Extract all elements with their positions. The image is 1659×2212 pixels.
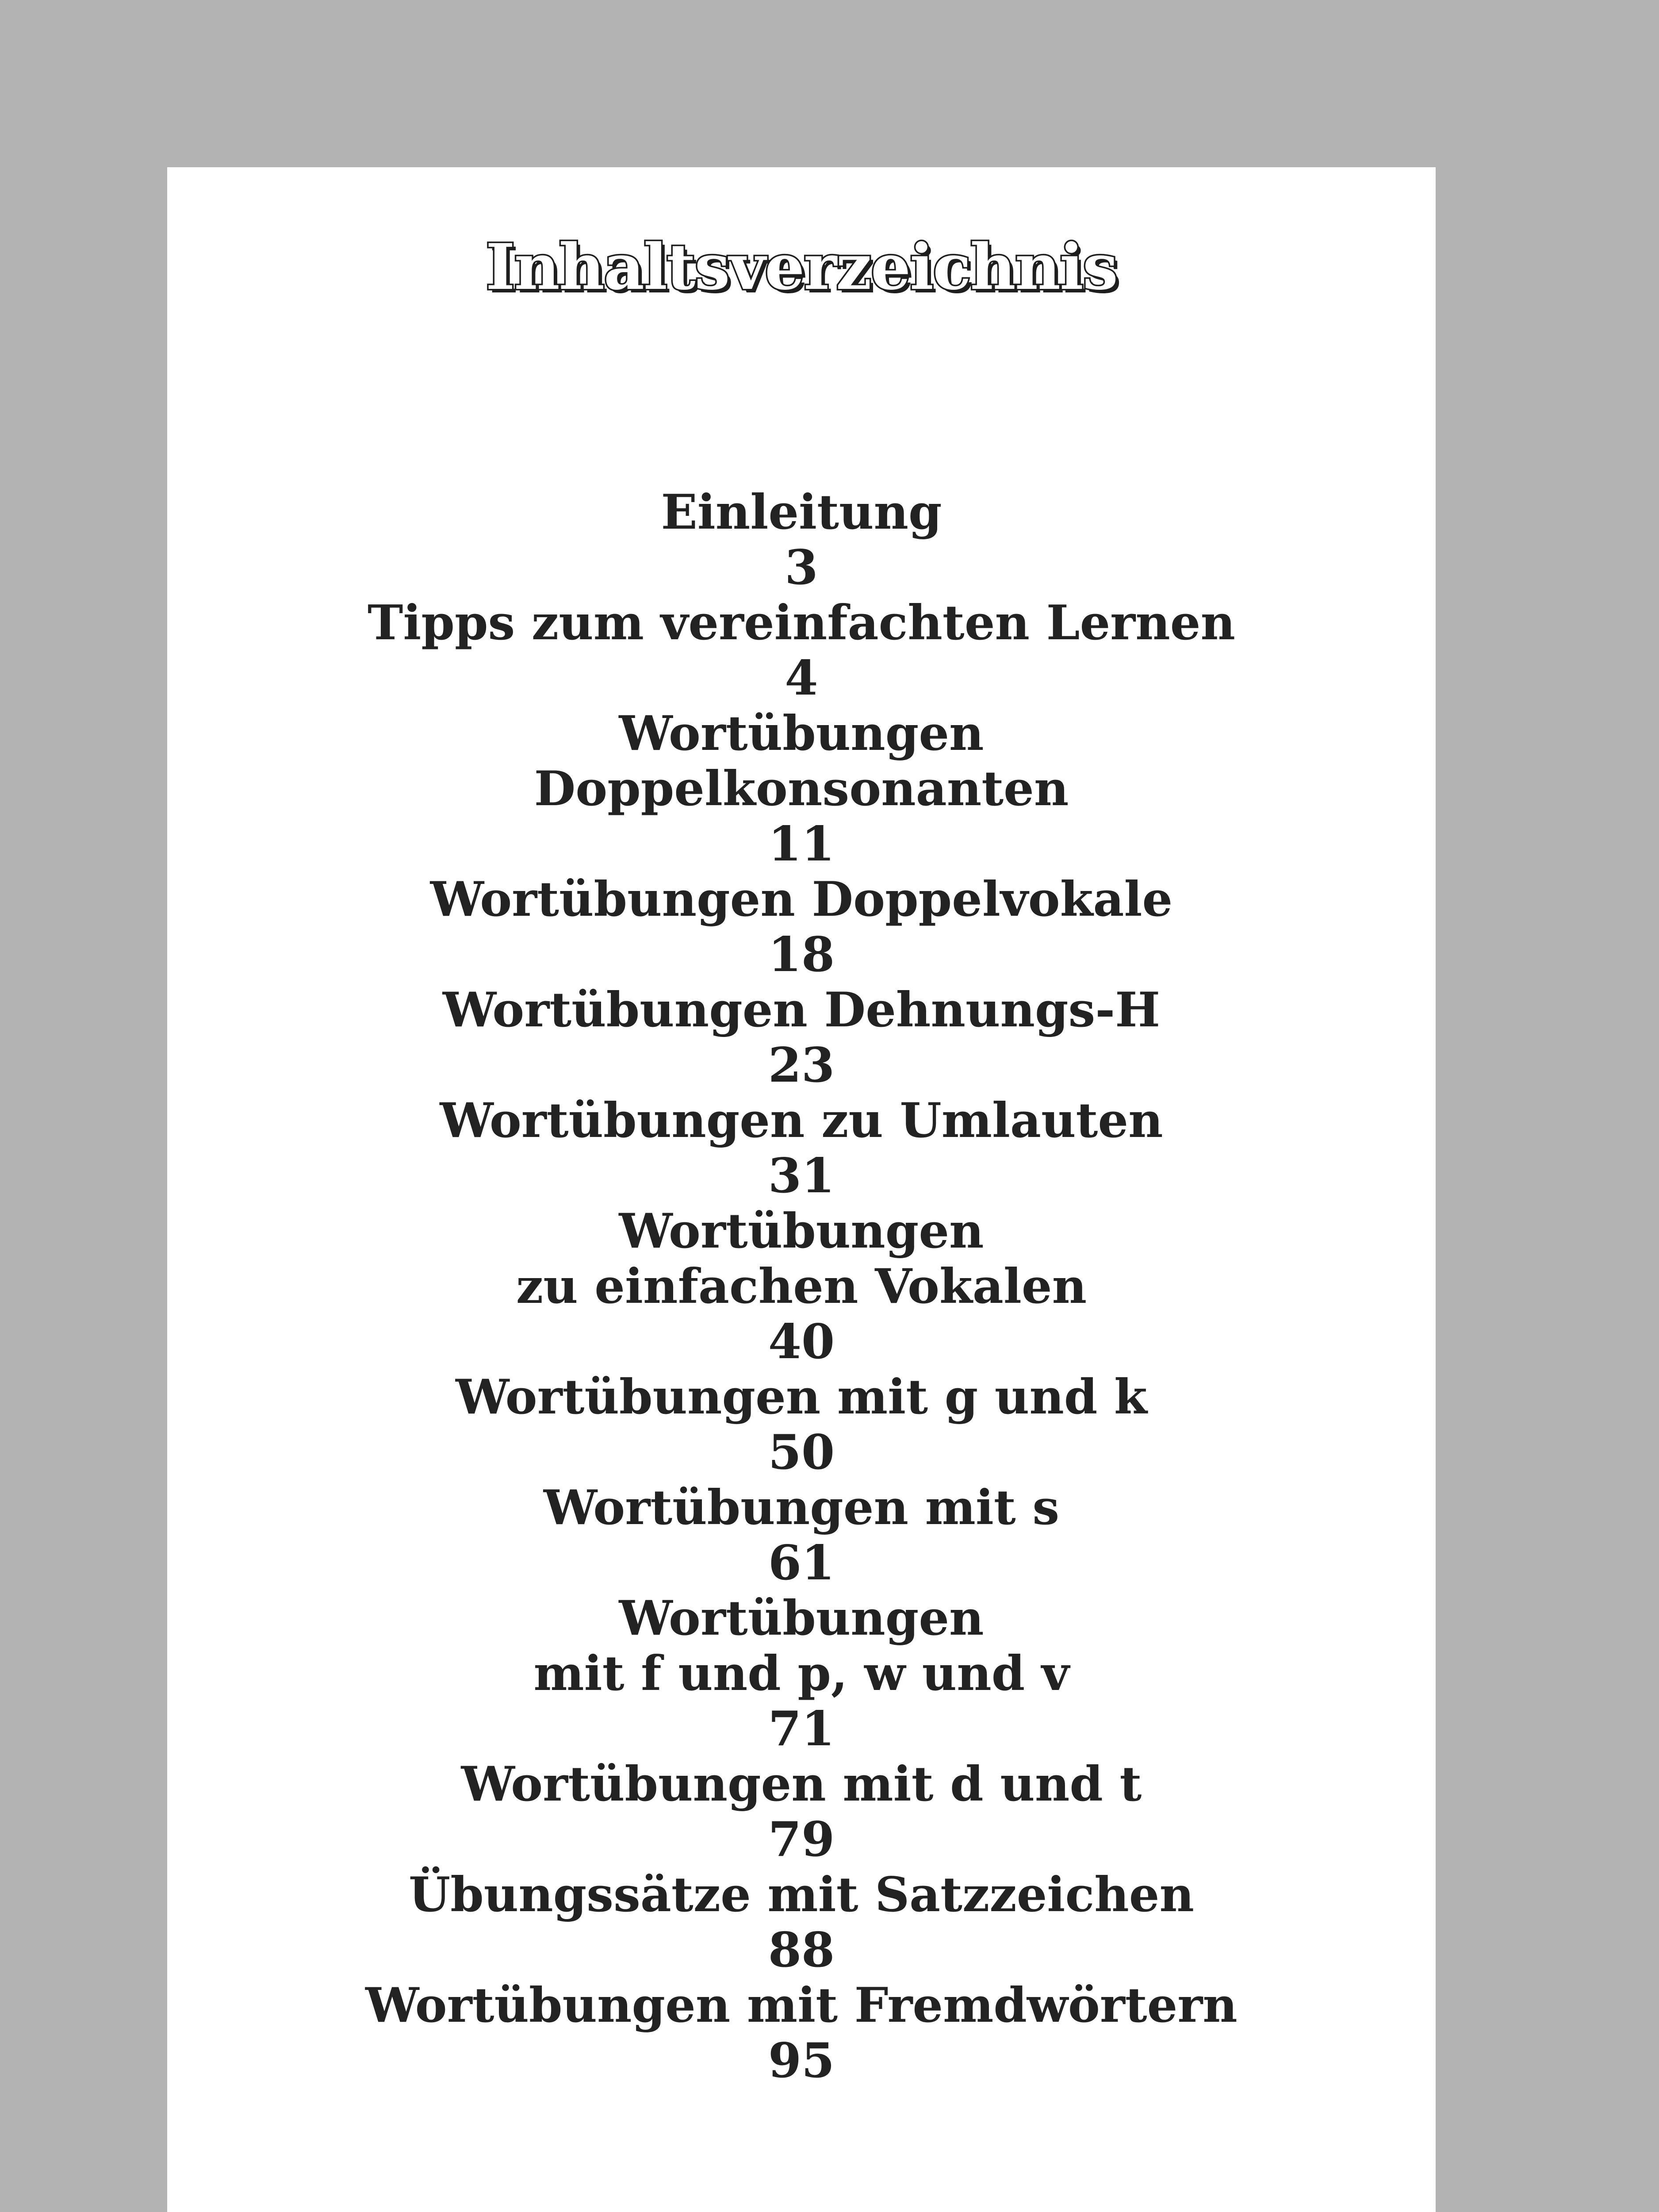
toc-entry-page-number: 79: [768, 1812, 835, 1867]
toc-entry-title: Übungssätze mit Satzzeichen: [409, 1867, 1194, 1923]
toc-entry-title: Wortübungen mit s: [543, 1480, 1060, 1536]
toc-entry-title: Einleitung: [661, 484, 942, 540]
toc-entry-page-number: 3: [785, 540, 818, 595]
toc-entry-page-number: 40: [768, 1314, 835, 1370]
toc-entry-title: Wortübungen Dehnungs-H: [442, 982, 1161, 1038]
toc-entry-page-number: 50: [768, 1425, 835, 1480]
toc-entry-title: Wortübungen mit g und k: [456, 1369, 1147, 1425]
toc-entry: [167, 1757, 1436, 1867]
toc-entry-title: Wortübungen: [619, 1590, 984, 1646]
toc-entry-page-number: 71: [768, 1701, 835, 1757]
toc-entry-title: Wortübungen Doppelvokale: [430, 872, 1173, 927]
toc-entry: [167, 485, 1436, 595]
toc-entry-title: Wortübungen: [619, 706, 984, 761]
toc-entry-page-number: 88: [768, 1922, 835, 1978]
toc-entry: [167, 595, 1436, 706]
toc-entry-page-number: 18: [768, 927, 835, 983]
toc-entry: [167, 1480, 1436, 1591]
toc-entry: [167, 1370, 1436, 1480]
toc-entry-title: Tipps zum vereinfachten Lernen: [368, 595, 1235, 651]
table-of-contents: [167, 485, 1436, 2089]
toc-entry: [167, 1093, 1436, 1204]
toc-entry-page-number: 23: [768, 1037, 835, 1093]
toc-entry-title: zu einfachen Vokalen: [516, 1259, 1087, 1314]
toc-entry-page-number: 4: [785, 650, 818, 706]
toc-entry: [167, 1978, 1436, 2089]
toc-entry-title: Wortübungen mit d und t: [461, 1756, 1142, 1812]
toc-entry-page-number: 95: [768, 2033, 835, 2089]
toc-entry-title: Wortübungen zu Umlauten: [440, 1093, 1163, 1148]
toc-entry-title: Wortübungen: [619, 1203, 984, 1259]
toc-entry: [167, 1867, 1436, 1978]
document-page: [167, 167, 1436, 2212]
toc-entry: [167, 1591, 1436, 1757]
toc-entry: [167, 706, 1436, 872]
toc-entry-page-number: 31: [768, 1148, 835, 1204]
toc-entry-title: Wortübungen mit Fremdwörtern: [365, 1978, 1238, 2033]
toc-entry: [167, 1204, 1436, 1370]
toc-entry-page-number: 11: [768, 816, 835, 872]
toc-entry: [167, 983, 1436, 1093]
toc-entry-title: mit f und p, w und v: [533, 1646, 1069, 1701]
toc-entry-page-number: 61: [768, 1535, 835, 1591]
page-title: Inhaltsverzeichnis: [486, 230, 1117, 304]
toc-entry-title: Doppelkonsonanten: [534, 761, 1069, 817]
toc-entry: [167, 872, 1436, 983]
